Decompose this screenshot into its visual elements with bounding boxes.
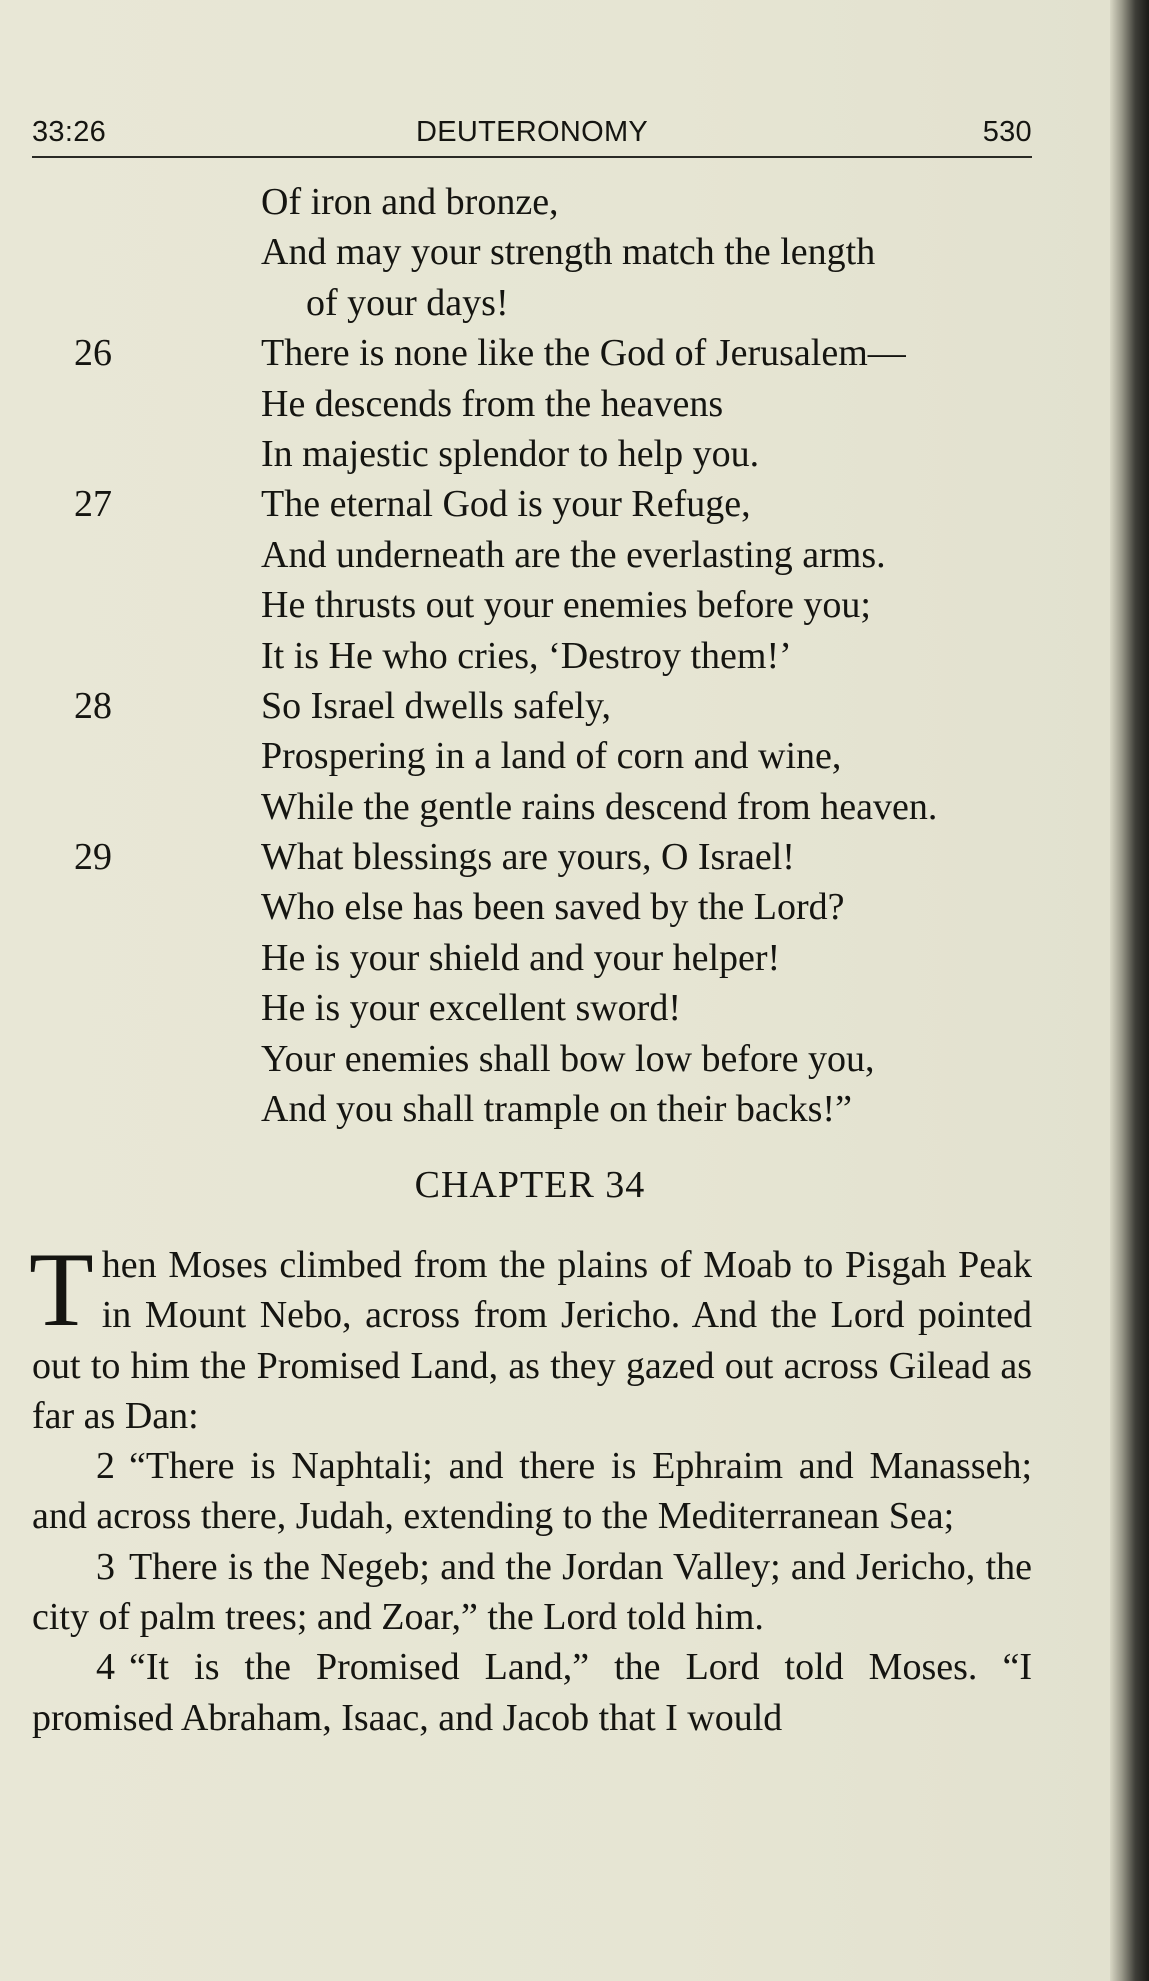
poem-line-text: He is your excellent sword! <box>261 987 681 1030</box>
poem-line <box>0 379 1060 429</box>
poem-line-text: There is none like the God of Jerusalem— <box>261 332 906 375</box>
poem-line <box>0 278 1060 328</box>
poem-line <box>0 227 1060 277</box>
poem-line <box>0 580 1060 630</box>
poem-line-text: Your enemies shall bow low before you, <box>261 1037 875 1080</box>
poem-line-text: Who else has been saved by the Lord? <box>261 886 845 929</box>
page-number: 530 <box>982 116 1032 148</box>
poem-line-text: In majestic splendor to help you. <box>261 432 760 475</box>
poem-line-text: So Israel dwells safely, <box>261 684 611 727</box>
poem-line <box>0 631 1060 681</box>
poem-line-text: And you shall trample on their backs!” <box>261 1088 852 1131</box>
chapter-verse-reference: 33:26 <box>32 116 107 148</box>
book-title: DEUTERONOMY <box>415 116 649 148</box>
paragraph-verse-1 <box>29 1231 1032 1441</box>
poem-line <box>0 882 1060 932</box>
poem-line <box>0 530 1060 580</box>
poem-block <box>0 177 1060 1134</box>
verse-1-text: hen Moses climbed from the plains of Moab to Pisgah Peak in Mount Nebo, across from Jericho. And the Lord pointed out to him the Promised Land, as they gazed out across Gilead as far as Dan: <box>32 1244 1032 1437</box>
verse-number: 26 <box>74 332 112 375</box>
poem-line <box>0 933 1060 983</box>
verse-2-text: “There is Naphtali; and there is Ephraim and Manasseh; and across there, Judah, extending to the Mediterranean Sea; <box>32 1445 1032 1538</box>
poem-line-text: What blessings are yours, O Israel! <box>261 836 795 879</box>
poem-line <box>0 731 1060 781</box>
poem-line <box>0 983 1060 1033</box>
poem-line <box>0 177 1060 227</box>
poem-line-text: He descends from the heavens <box>261 382 724 425</box>
poem-line-text: The eternal God is your Refuge, <box>261 483 751 526</box>
header-rule <box>32 156 1032 158</box>
poem-line-text: Of iron and bronze, <box>261 181 559 223</box>
poem-line-text: It is He who cries, ‘Destroy them!’ <box>261 634 792 677</box>
poem-line <box>0 782 1060 832</box>
paragraph-verse-4 <box>32 1642 1032 1743</box>
verse-number: 3 <box>96 1545 115 1588</box>
verse-number: 2 <box>96 1445 115 1488</box>
prose-block <box>29 1231 1032 1743</box>
poem-line <box>0 1084 1060 1134</box>
paragraph-verse-3 <box>32 1542 1032 1643</box>
book-binding-shadow <box>1110 0 1149 1981</box>
chapter-heading: CHAPTER 34 <box>414 1164 646 1206</box>
poem-line-text: And underneath are the everlasting arms. <box>261 533 886 576</box>
paragraph-verse-2 <box>32 1441 1032 1542</box>
verse-4-text: “It is the Promised Land,” the Lord told Moses. “I promised Abraham, Isaac, and Jacob that I would <box>32 1646 1032 1739</box>
drop-cap: T <box>29 1231 94 1348</box>
poem-line <box>0 429 1060 479</box>
running-header <box>32 112 1032 158</box>
poem-line-text: of your days! <box>306 281 509 324</box>
verse-number: 29 <box>74 836 112 879</box>
poem-line-text: While the gentle rains descend from heaven. <box>261 785 938 828</box>
verse-3-text: There is the Negeb; and the Jordan Valley; and Jericho, the city of palm trees; and Zoar,” the Lord told him. <box>32 1545 1032 1639</box>
verse-number: 4 <box>96 1646 115 1689</box>
poem-line-text: He thrusts out your enemies before you; <box>261 584 871 627</box>
poem-line <box>0 328 1060 378</box>
poem-line <box>0 832 1060 882</box>
poem-line-text: And may your strength match the length <box>261 231 876 274</box>
poem-line <box>0 479 1060 529</box>
poem-line-text: He is your shield and your helper! <box>261 936 781 979</box>
verse-number: 27 <box>74 483 112 526</box>
poem-line <box>0 681 1060 731</box>
verse-number: 28 <box>74 684 112 727</box>
poem-line <box>0 1034 1060 1084</box>
poem-line-text: Prospering in a land of corn and wine, <box>261 735 842 778</box>
